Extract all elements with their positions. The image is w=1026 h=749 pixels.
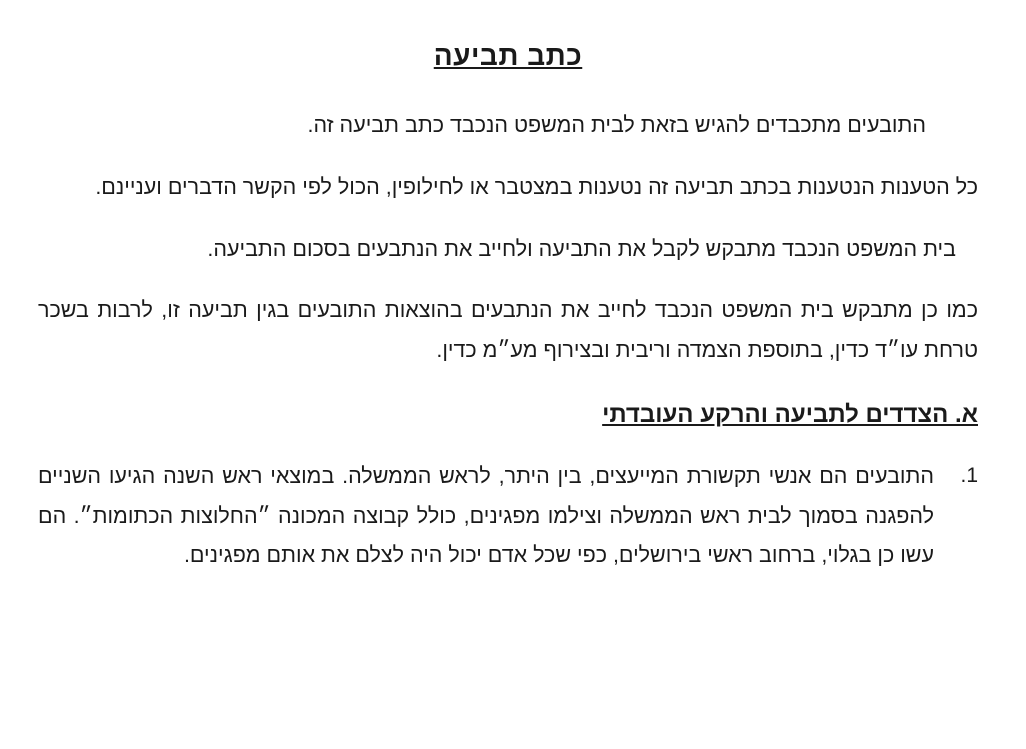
page-title: כתב תביעה [433, 40, 583, 71]
list-item [30, 457, 986, 576]
paragraph-4: כמו כן מתבקש בית המשפט הנכבד לחייב את הנתבעים בהוצאות התובעים בגין תביעה זו, לרבות בשכר טרחת עו״ד כדין, בתוספת הצמדה וריבית ובצירוף מע״מ כדין. [38, 298, 978, 363]
paragraph-1: התובעים מתכבדים להגיש בזאת לבית המשפט הנכבד כתב תביעה זה. [307, 113, 926, 137]
section-heading-parties: א. הצדדים לתביעה והרקע העובדתי [602, 400, 978, 428]
list-item-text: התובעים הם אנשי תקשורת המייעצים, בין היתר, לראש הממשלה. במוצאי ראש השנה הגיעו השניים להפגנה בסמוך לבית ראש הממשלה וצילמו מפגינים, כולל קבוצה המכונה ״החלוצות הכתומות״. הם עשו כן בגלוי, ברחוב ראשי בירושלים, כפי שכל אדם יכול היה לצלם את אותם מפגינים. [38, 463, 934, 568]
list-item-marker: 1. [960, 463, 978, 487]
paragraph-3: בית המשפט הנכבד מתבקש לקבל את התביעה ולחייב את הנתבעים בסכום התביעה. [207, 236, 956, 261]
paragraph-2: כל הטענות הנטענות בכתב תביעה זה נטענות במצטבר או לחילופין, הכול לפי הקשר הדברים ועניינם. [95, 174, 978, 199]
